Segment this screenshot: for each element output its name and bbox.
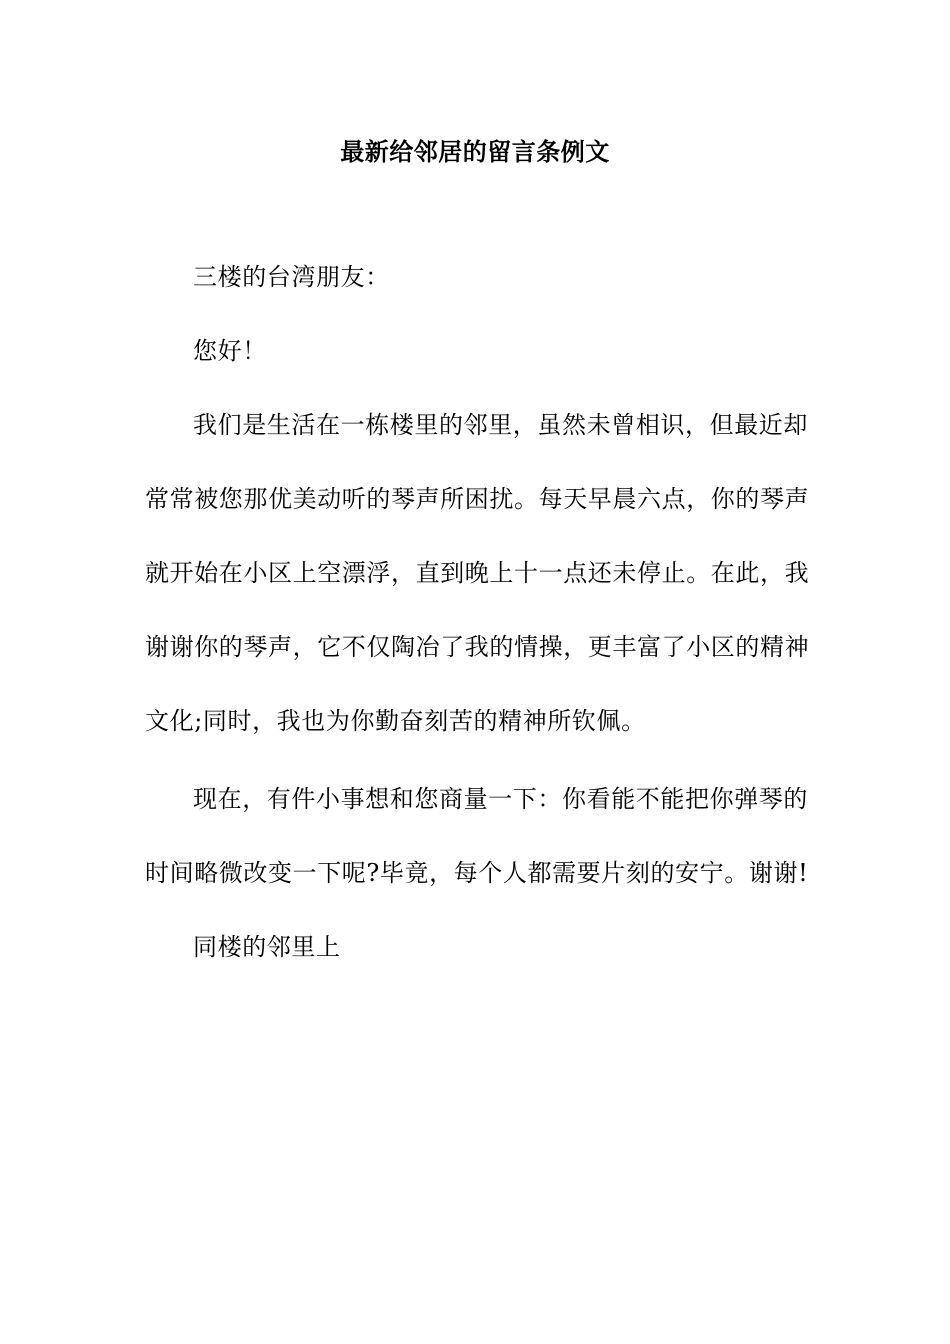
- salutation-text: 您好！: [193, 337, 267, 365]
- paragraph-2: [145, 762, 809, 910]
- paragraph-1-line: 我们是生活在一栋楼里的邻里，虽然未曾相识，但最近却: [193, 411, 808, 439]
- salutation-line: [145, 314, 805, 388]
- document-title: 最新给邻居的留言条例文: [340, 138, 610, 166]
- signature-text: 同楼的邻里上: [193, 933, 341, 961]
- paragraph-1-line: 常常被您那优美动听的琴声所困扰。每天早晨六点，你的琴声: [145, 485, 810, 513]
- paragraph-1-line: 谢谢你的琴声，它不仅陶冶了我的情操，更丰富了小区的精神: [145, 633, 810, 661]
- paragraph-1: [145, 388, 810, 758]
- paragraph-1-line: 文化;同时，我也为你勤奋刻苦的精神所钦佩。: [145, 707, 646, 735]
- greeting-line: [145, 240, 805, 314]
- paragraph-1-line: 就开始在小区上空漂浮，直到晚上十一点还未停止。在此，我: [145, 559, 810, 587]
- paragraph-2-line: 现在，有件小事想和您商量一下：你看能不能把你弹琴的: [193, 785, 808, 813]
- paragraph-2-line: 时间略微改变一下呢?毕竟，每个人都需要片刻的安宁。谢谢!: [145, 859, 809, 887]
- greeting-text: 三楼的台湾朋友：: [193, 263, 390, 291]
- signature-line: [145, 910, 805, 984]
